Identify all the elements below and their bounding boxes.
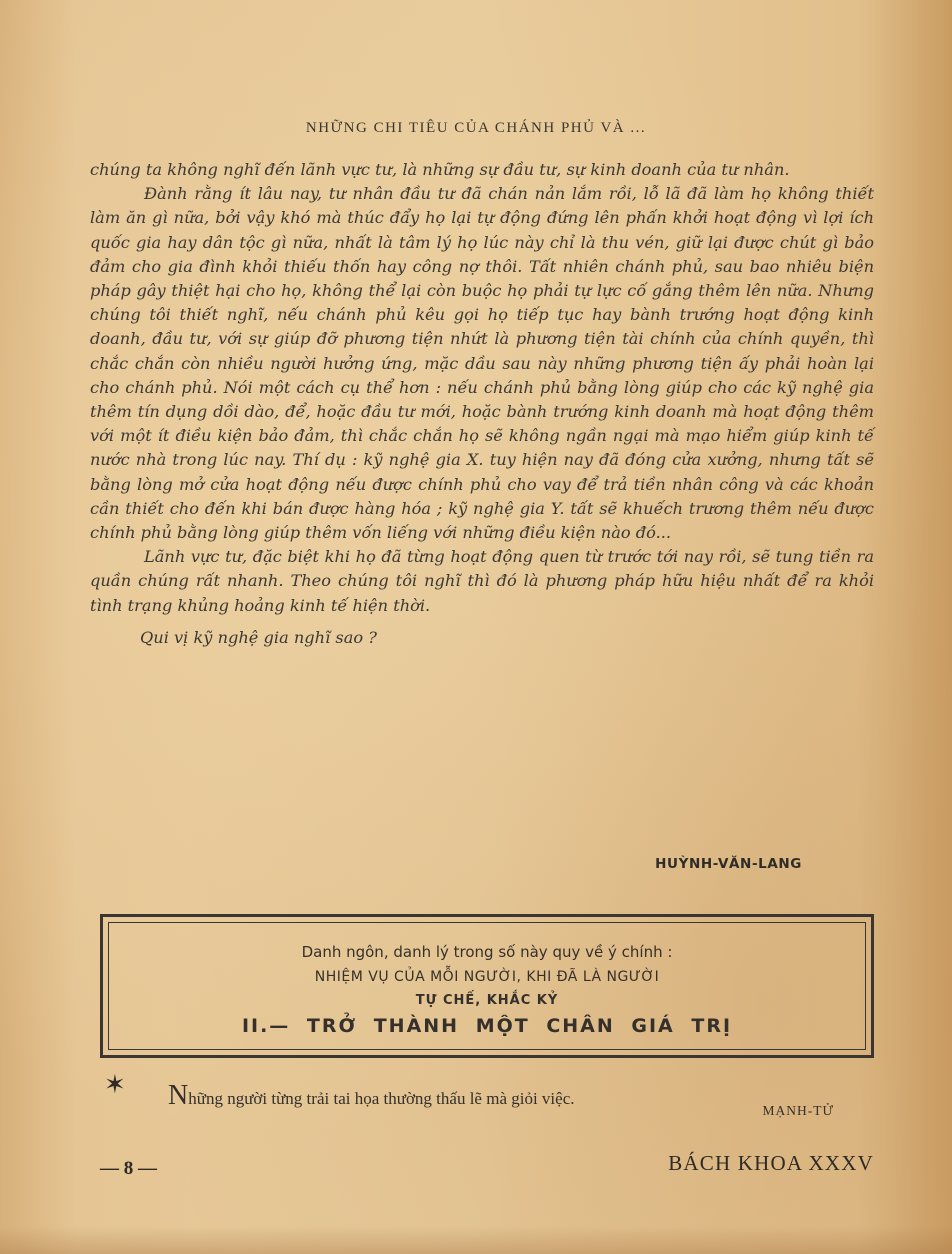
- maxim-theme: NHIỆM VỤ CỦA MỖI NGƯỜI, KHI ĐÃ LÀ NGƯỜI: [314, 969, 660, 985]
- paragraph-2: Đành rằng ít lâu nay, tư nhân đầu tư đã chán nản lắm rồi, lỗ lã đã làm họ không thiết làm ăn gì nữa, bởi vậy khó mà thúc đẩy họ lại tự động đứng lên phấn khởi hoạt động vì lợi ích quốc gia hay dân tộc gì nữa, nhất là tâm lý họ lúc này chỉ là thu vén, giữ lại được chút gì bảo đảm cho gia đình khỏi thiếu thốn hay công nợ thôi. Tất nhiên chánh phủ, sau bao nhiêu biện pháp gây thiệt hại cho họ, không thể lại còn buộc họ phải tự lực cố gắng thêm lên nữa. Nhưng chúng tôi thiết nghĩ, nếu chánh phủ kêu gọi họ tiếp tục hay bành trướng hoạt động kinh doanh, đầu tư, với sự giúp đỡ phương tiện nhứt là phương tiện tài chính của chính quyền, thì chắc chắn còn nhiều người hưởng ứng, mặc dầu sau này những phương tiện ấy phải hoàn lại cho chánh phủ. Nói một cách cụ thể hơn : nếu chánh phủ bằng lòng giúp cho các kỹ nghệ gia thêm tín dụng dồi dào, để, hoặc đầu tư mới, hoặc bành trướng kinh doanh mà hoạt động thêm với một ít điều kiện bảo đảm, thì chắc chắn họ sẽ không ngần ngại mà mạo hiểm giúp kinh tế nước nhà trong lúc nay. Thí dụ : kỹ nghệ gia X. tuy hiện nay đã đóng cửa xưởng, nhưng tất sẽ bằng lòng mở cửa hoạt động nếu được chính phủ cho vay để trả tiền nhân công và các khoản cần thiết cho đến khi bán được hàng hóa ; kỹ nghệ gia Y. tất sẽ khuếch trương thêm nếu được chính phủ bằng lòng giúp thêm vốn liếng với những điều kiện nào đó...: [90, 184, 874, 543]
- quotation-author: MẠNH-TỬ: [762, 1103, 834, 1118]
- page-number: — 8 —: [100, 1158, 157, 1179]
- maxim-box-inner: [108, 922, 866, 1050]
- maxim-heading: II.— TRỞ THÀNH MỘT CHÂN GIÁ TRỊ: [241, 1015, 733, 1037]
- magazine-issue: BÁCH KHOA XXXV: [668, 1151, 874, 1175]
- maxim-box: [100, 914, 874, 1058]
- maxim-intro: Danh ngôn, danh lý trong số này quy về ý chính :: [301, 943, 673, 961]
- quotation-dropcap: N: [168, 1080, 189, 1111]
- running-head: NHỮNG CHI TIÊU CỦA CHÁNH PHỦ VÀ ...: [305, 120, 647, 136]
- quotation-text: hững người từng trải tai họa thường thấu lẽ mà giỏi việc.: [188, 1089, 575, 1108]
- article-body: [90, 158, 874, 650]
- maxim-subtheme: TỰ CHẾ, KHẮC KỶ: [415, 993, 559, 1008]
- paragraph-1: chúng ta không nghĩ đến lãnh vực tư, là những sự đầu tư, sự kinh doanh của tư nhân.: [90, 160, 790, 179]
- paragraph-3: Lãnh vực tư, đặc biệt khi họ đã từng hoạt động quen từ trước tới nay rồi, sẽ tung tiền ra quần chúng rất nhanh. Theo chúng tôi nghĩ thì đó là phương pháp hữu hiệu nhất để ra khỏi tình trạng khủng hoảng kinh tế hiện thời.: [90, 547, 874, 615]
- article-author: HUỲNH-VĂN-LANG: [655, 856, 802, 872]
- star-icon: ✶: [104, 1070, 126, 1100]
- paragraph-question: Qui vị kỹ nghệ gia nghĩ sao ?: [140, 627, 377, 647]
